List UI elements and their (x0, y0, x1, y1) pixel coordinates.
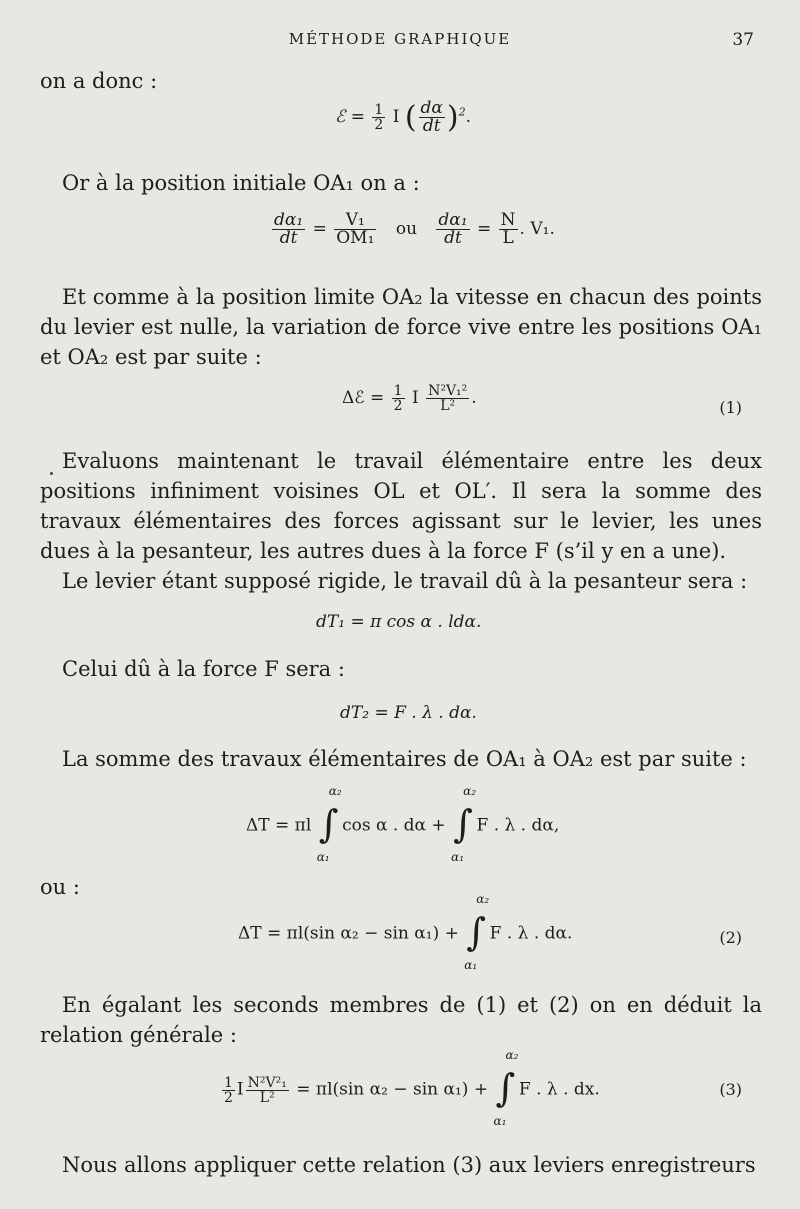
eq0-coef: $\frac{1}{2}$ (374, 102, 384, 133)
eq1-or: ou (395, 219, 418, 239)
page-header (0, 30, 800, 54)
equation-general-relation: $\frac{1}{2}$ I $\frac{\text{N²V²₁}}{\text{L²}}$ = πl(sin α₂ − sin α₁) + α₂ ∫ α₁ F . λ . dx. (224, 1048, 600, 1128)
paragraph-1: on a donc : (40, 69, 158, 93)
equation-energy-variation: Δℰ = $\frac{1}{2}$ I $\frac{\text{N²V₁²}}{\text{L²}}$ . (342, 383, 477, 414)
equation-kinetic-energy: ℰ = $\frac{1}{2}$ I ( $\frac{d\alpha}{dt}$ )$^2$. (335, 98, 472, 136)
eq0-lhs: ℰ = (335, 107, 371, 127)
eq0-inertia: I (392, 107, 400, 127)
integral-sign-icon: α₂ ∫ α₁ (451, 784, 477, 864)
paragraph-7: La somme des travaux élémentaires de OA₁ à OA₂ est par suite : (62, 747, 747, 771)
paragraph-3: Et comme à la position limite OA₂ la vitesse en chacun des points du levier est nulle, la variation de force vive entre les positions OA₁ et OA₂ est par suite : (40, 285, 762, 369)
integral-sign-icon: α₂ ∫ α₁ (464, 892, 490, 972)
paragraph-6: Celui dû à la force F sera : (62, 657, 345, 681)
eq0-power: 2 (458, 105, 466, 119)
paragraph-5: Le levier étant supposé rigide, le travail dû à la pesanteur sera : (62, 569, 748, 593)
page-number: 37 (732, 30, 754, 50)
equation-number-1: (1) (719, 398, 742, 417)
equation-total-work-integrated: ΔT = πl(sin α₂ − sin α₁) + α₂ ∫ α₁ F . λ . dα. (238, 892, 573, 972)
equation-number-2: (2) (719, 928, 742, 947)
paragraph-10: Nous allons appliquer cette relation (3) aux leviers enregistreurs (62, 1153, 756, 1177)
eq0-derivative: $\frac{d\alpha}{dt}$ (420, 98, 443, 136)
integral-sign-icon: α₂ ∫ α₁ (493, 1048, 519, 1128)
equation-total-work: ΔT = πl α₂ ∫ α₁ cos α . dα + α₂ ∫ α₁ F . λ . dα, (246, 784, 560, 864)
equation-number-3: (3) (719, 1080, 742, 1099)
equation-force-work: dT₂ = F . λ . dα. (340, 703, 477, 723)
equation-gravity-work: dT₁ = π cos α . ldα. (316, 612, 482, 632)
running-title: MÉTHODE GRAPHIQUE (288, 30, 512, 48)
equation-initial-velocity: $\frac{\text{dα₁}}{dt}$ = $\frac{\text{V₁}}{\text{OM₁}}$ ou $\frac{\text{dα₁}}{dt}$ = $\frac{N}{L}$ . V₁. (274, 210, 555, 248)
paragraph-4: Evaluons maintenant le travail élémentaire entre les deux positions infiniment voisines OL et OL′. Il sera la somme des travaux élémentaires des forces agissant sur le levier, les unes dues à la pesanteur, les autres dues à la force F (s’il y en a une). (40, 449, 762, 563)
paragraph-2: Or à la position initiale OA₁ on a : (62, 171, 420, 195)
paragraph-9: En égalant les seconds membres de (1) et (2) on en déduit la relation générale : (40, 993, 762, 1047)
integral-sign-icon: α₂ ∫ α₁ (316, 784, 342, 864)
paragraph-8: ou : (40, 875, 80, 899)
